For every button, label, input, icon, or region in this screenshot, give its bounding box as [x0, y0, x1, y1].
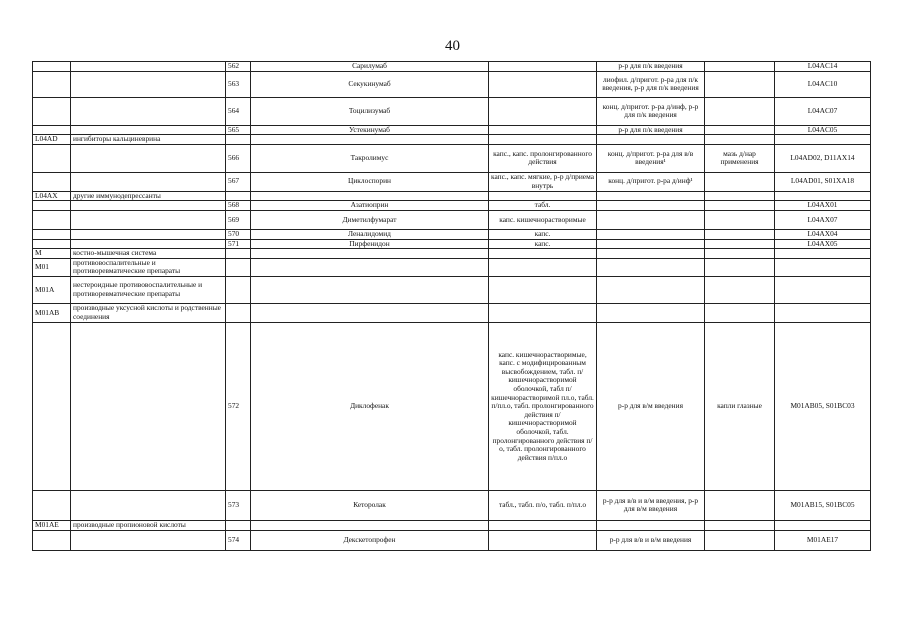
oral-forms-cell: капс., капс. пролонгированного действия [489, 144, 597, 172]
row-code-cell [33, 97, 71, 125]
table-row [33, 144, 871, 172]
row-code-cell [33, 71, 71, 97]
table-row [33, 125, 871, 135]
row-group-name-cell: ингибиторы кальциневрина [71, 135, 226, 145]
drug-name-cell [251, 303, 489, 322]
row-group-name-cell: производные уксусной кислоты и родственные соединения [71, 303, 226, 322]
row-group-name-cell: нестероидные противовоспалительные и противоревматические препараты [71, 276, 226, 303]
other-forms-cell [705, 135, 775, 145]
row-code-cell: M01AB [33, 303, 71, 322]
drug-name-cell: Тоцилизумаб [251, 97, 489, 125]
injection-forms-cell [597, 201, 705, 211]
atc-code-cell: L04AX01 [775, 201, 871, 211]
oral-forms-cell [489, 303, 597, 322]
drug-name-cell [251, 191, 489, 201]
atc-code-cell [775, 249, 871, 259]
row-group-name-cell [71, 62, 226, 72]
injection-forms-cell: р-р для п/к введения [597, 62, 705, 72]
row-code-cell [33, 490, 71, 520]
row-number-cell: 563 [226, 71, 251, 97]
injection-forms-cell [597, 191, 705, 201]
atc-code-cell: L04AC10 [775, 71, 871, 97]
table-row [33, 172, 871, 191]
atc-code-cell: M01AE17 [775, 530, 871, 550]
atc-code-cell: L04AC05 [775, 125, 871, 135]
atc-code-cell [775, 135, 871, 145]
other-forms-cell [705, 490, 775, 520]
injection-forms-cell: р-р для в/м введения [597, 322, 705, 490]
oral-forms-cell [489, 276, 597, 303]
drug-name-cell: Секукинумаб [251, 71, 489, 97]
atc-code-cell: L04AX04 [775, 229, 871, 239]
injection-forms-cell [597, 239, 705, 249]
row-code-cell [33, 201, 71, 211]
other-forms-cell [705, 62, 775, 72]
oral-forms-cell: капс. [489, 239, 597, 249]
drug-name-cell [251, 520, 489, 530]
other-forms-cell [705, 71, 775, 97]
oral-forms-cell: табл. [489, 201, 597, 211]
table-row [33, 97, 871, 125]
other-forms-cell [705, 172, 775, 191]
oral-forms-cell [489, 520, 597, 530]
row-number-cell: 564 [226, 97, 251, 125]
atc-code-cell: L04AC07 [775, 97, 871, 125]
atc-code-cell: L04AC14 [775, 62, 871, 72]
atc-code-cell: L04AD02, D11AX14 [775, 144, 871, 172]
row-group-name-cell: производные пропионовой кислоты [71, 520, 226, 530]
row-number-cell [226, 249, 251, 259]
other-forms-cell [705, 249, 775, 259]
other-forms-cell [705, 125, 775, 135]
drug-name-cell [251, 249, 489, 259]
row-number-cell: 567 [226, 172, 251, 191]
row-code-cell: L04AD [33, 135, 71, 145]
row-group-name-cell [71, 172, 226, 191]
row-number-cell: 568 [226, 201, 251, 211]
other-forms-cell [705, 229, 775, 239]
drug-name-cell [251, 276, 489, 303]
table-row [33, 490, 871, 520]
atc-code-cell: M01AB05, S01BC03 [775, 322, 871, 490]
row-group-name-cell [71, 210, 226, 229]
oral-forms-cell: капс. [489, 229, 597, 239]
atc-code-cell [775, 276, 871, 303]
drug-table [32, 61, 871, 551]
injection-forms-cell [597, 135, 705, 145]
table-row [33, 201, 871, 211]
table-row [33, 520, 871, 530]
drug-name-cell: Кеторолак [251, 490, 489, 520]
other-forms-cell [705, 201, 775, 211]
row-group-name-cell: костно-мышечная система [71, 249, 226, 259]
row-number-cell: 571 [226, 239, 251, 249]
row-group-name-cell [71, 239, 226, 249]
atc-code-cell: L04AX07 [775, 210, 871, 229]
table-row [33, 210, 871, 229]
atc-code-cell [775, 303, 871, 322]
atc-code-cell [775, 191, 871, 201]
row-number-cell: 569 [226, 210, 251, 229]
row-number-cell [226, 135, 251, 145]
row-number-cell [226, 276, 251, 303]
row-group-name-cell: противовоспалительные и противоревматические препараты [71, 258, 226, 276]
table-row [33, 229, 871, 239]
injection-forms-cell: р-р для п/к введения [597, 125, 705, 135]
row-code-cell [33, 125, 71, 135]
injection-forms-cell [597, 229, 705, 239]
injection-forms-cell [597, 303, 705, 322]
oral-forms-cell [489, 62, 597, 72]
row-code-cell [33, 322, 71, 490]
table-row [33, 191, 871, 201]
oral-forms-cell: капс., капс. мягкие, р-р д/приема внутрь [489, 172, 597, 191]
row-group-name-cell [71, 71, 226, 97]
oral-forms-cell [489, 530, 597, 550]
row-group-name-cell [71, 144, 226, 172]
other-forms-cell [705, 258, 775, 276]
drug-name-cell: Азатиоприн [251, 201, 489, 211]
other-forms-cell [705, 520, 775, 530]
drug-name-cell: Устекинумаб [251, 125, 489, 135]
row-number-cell: 565 [226, 125, 251, 135]
injection-forms-cell [597, 520, 705, 530]
oral-forms-cell [489, 191, 597, 201]
row-number-cell: 573 [226, 490, 251, 520]
other-forms-cell [705, 530, 775, 550]
row-code-cell [33, 239, 71, 249]
atc-code-cell [775, 258, 871, 276]
oral-forms-cell [489, 135, 597, 145]
row-number-cell [226, 303, 251, 322]
other-forms-cell [705, 303, 775, 322]
other-forms-cell [705, 239, 775, 249]
row-code-cell: M01A [33, 276, 71, 303]
row-number-cell [226, 258, 251, 276]
row-code-cell [33, 144, 71, 172]
injection-forms-cell: конц. д/пригот. р-ра д/инф, р-р для п/к введения [597, 97, 705, 125]
table-row [33, 303, 871, 322]
oral-forms-cell [489, 71, 597, 97]
other-forms-cell: мазь д/нар применения [705, 144, 775, 172]
other-forms-cell [705, 191, 775, 201]
row-code-cell [33, 229, 71, 239]
injection-forms-cell [597, 276, 705, 303]
page-number: 40 [445, 38, 460, 54]
oral-forms-cell: капс. кишечнорастворимые, капс. с модифицированным высвобождением, табл. п/кишечнорастворимой оболочкой, табл п/кишечнорастворимой пл.о, табл. п/пл.о, табл. пролонгированного действия п/кишечнорастворимой оболочкой, табл. пролонгированного действия п/о, табл. пролонгированного действия п/пл.о [489, 322, 597, 490]
row-group-name-cell [71, 530, 226, 550]
injection-forms-cell: р-р для в/в и в/м введения [597, 530, 705, 550]
injection-forms-cell [597, 258, 705, 276]
row-code-cell: M01 [33, 258, 71, 276]
row-code-cell [33, 210, 71, 229]
table-row [33, 62, 871, 72]
row-code-cell [33, 62, 71, 72]
drug-name-cell: Декскетопрофен [251, 530, 489, 550]
drug-name-cell: Такролимус [251, 144, 489, 172]
oral-forms-cell [489, 125, 597, 135]
table-row [33, 135, 871, 145]
row-group-name-cell [71, 490, 226, 520]
injection-forms-cell: лиофил. д/пригот. р-ра для п/к введения, р-р для п/к введения [597, 71, 705, 97]
other-forms-cell: капли глазные [705, 322, 775, 490]
row-code-cell: M [33, 249, 71, 259]
row-code-cell: L04AX [33, 191, 71, 201]
row-group-name-cell [71, 201, 226, 211]
row-number-cell [226, 191, 251, 201]
injection-forms-cell [597, 210, 705, 229]
row-group-name-cell [71, 125, 226, 135]
row-number-cell: 572 [226, 322, 251, 490]
table-row [33, 71, 871, 97]
row-group-name-cell [71, 229, 226, 239]
drug-name-cell: Леналидомид [251, 229, 489, 239]
injection-forms-cell: конц. д/пригот. р-ра для в/в введения¹ [597, 144, 705, 172]
row-code-cell [33, 530, 71, 550]
injection-forms-cell: конц. д/пригот. р-ра д/инф¹ [597, 172, 705, 191]
oral-forms-cell: капс. кишечнорастворимые [489, 210, 597, 229]
row-number-cell: 562 [226, 62, 251, 72]
drug-name-cell: Диметилфумарат [251, 210, 489, 229]
injection-forms-cell [597, 249, 705, 259]
row-code-cell: M01AE [33, 520, 71, 530]
table-row [33, 276, 871, 303]
table-row [33, 258, 871, 276]
row-number-cell: 570 [226, 229, 251, 239]
table-row [33, 249, 871, 259]
row-group-name-cell [71, 97, 226, 125]
other-forms-cell [705, 97, 775, 125]
other-forms-cell [705, 210, 775, 229]
row-code-cell [33, 172, 71, 191]
row-number-cell [226, 520, 251, 530]
table-row [33, 530, 871, 550]
oral-forms-cell [489, 249, 597, 259]
atc-code-cell: L04AD01, S01XA18 [775, 172, 871, 191]
other-forms-cell [705, 276, 775, 303]
drug-name-cell [251, 135, 489, 145]
row-number-cell: 566 [226, 144, 251, 172]
drug-name-cell [251, 258, 489, 276]
oral-forms-cell: табл., табл. п/о, табл. п/пл.о [489, 490, 597, 520]
row-group-name-cell: другие иммунодепрессанты [71, 191, 226, 201]
drug-name-cell: Диклофенак [251, 322, 489, 490]
atc-code-cell: L04AX05 [775, 239, 871, 249]
drug-name-cell: Пирфенидон [251, 239, 489, 249]
oral-forms-cell [489, 258, 597, 276]
drug-name-cell: Сарилумаб [251, 62, 489, 72]
table-row [33, 322, 871, 490]
injection-forms-cell: р-р для в/в и в/м введения, р-р для в/м введения [597, 490, 705, 520]
drug-name-cell: Циклоспорин [251, 172, 489, 191]
row-group-name-cell [71, 322, 226, 490]
atc-code-cell [775, 520, 871, 530]
table-row [33, 239, 871, 249]
row-number-cell: 574 [226, 530, 251, 550]
oral-forms-cell [489, 97, 597, 125]
atc-code-cell: M01AB15, S01BC05 [775, 490, 871, 520]
